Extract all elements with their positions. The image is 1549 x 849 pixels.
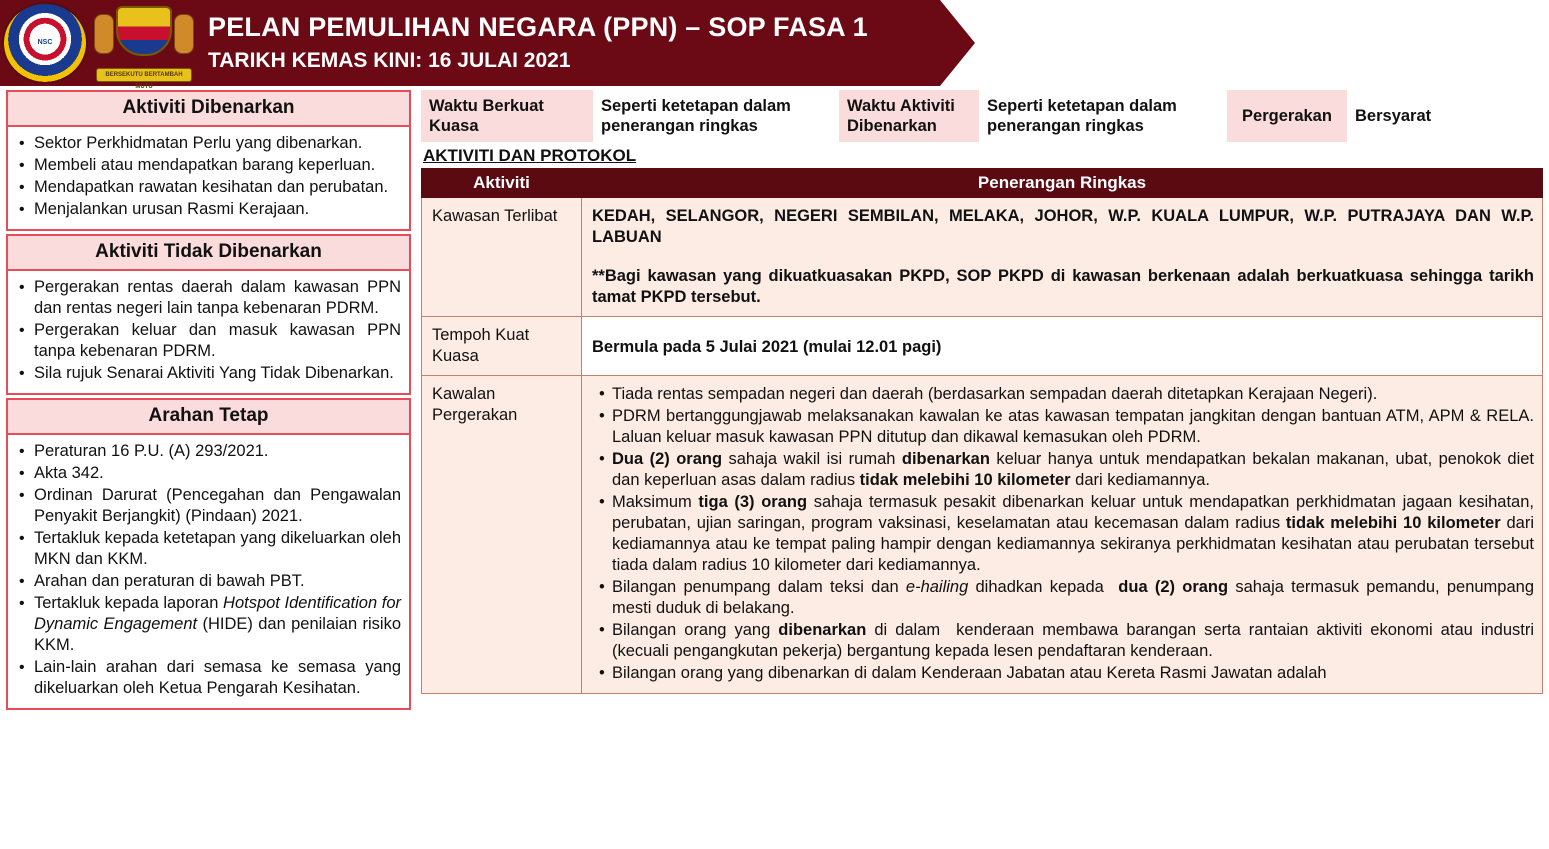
- cell-activity-kawalan-pergerakan: Kawalan Pergerakan: [422, 376, 582, 694]
- right-column: [421, 90, 1543, 713]
- list-kawalan-pergerakan: [592, 384, 1534, 684]
- list-item: • Tiada rentas sempadan negeri dan daerah (berdasarkan sempadan daerah ditetapkan Kerajaan Negeri).: [612, 384, 1534, 405]
- section-title-aktiviti-protokol: AKTIVITI DAN PROTOKOL: [423, 146, 637, 165]
- list-aktiviti-tidak-dibenarkan: [14, 277, 401, 384]
- panel-title: Arahan Tetap: [8, 400, 409, 435]
- jata-negara-icon: ★ BERSEKUTU BERTAMBAH MUTU: [92, 2, 196, 84]
- panel-body: [8, 127, 409, 229]
- list-item: • Sektor Perkhidmatan Perlu yang dibenarkan.: [32, 133, 401, 154]
- list-item: • Sila rujuk Senarai Aktiviti Yang Tidak Dibenarkan.: [32, 363, 401, 384]
- document-body: [0, 86, 1549, 713]
- protocol-table: [421, 168, 1543, 694]
- list-item: • PDRM bertanggungjawab melaksanakan kawalan ke atas kawasan tempatan jangkitan dengan bantuan ATM, APM & RELA. Laluan keluar masuk kawasan PPN ditutup dan dikawal kemasukan oleh PDRM.: [612, 406, 1534, 448]
- list-item: • Pergerakan keluar dan masuk kawasan PPN tanpa kebenaran PDRM.: [32, 320, 401, 362]
- list-item: • Ordinan Darurat (Pencegahan dan Pengawalan Penyakit Berjangkit) (Pindaan) 2021.: [32, 485, 401, 527]
- header-text-block: [208, 8, 868, 76]
- panel-body: [8, 271, 409, 393]
- cell-activity-tempoh-kuat-kuasa: Tempoh Kuat Kuasa: [422, 317, 582, 376]
- list-item: • Pergerakan rentas daerah dalam kawasan PPN dan rentas negeri lain tanpa kebenaran PDRM.: [32, 277, 401, 319]
- list-item: • Bilangan orang yang dibenarkan di dalam kenderaan membawa barangan serta rantaian aktiviti ekonomi atau industri (kecuali pengangkutan pekerja) bergantung kepada lesen pendaftaran kenderaan.: [612, 620, 1534, 662]
- list-item: • Membeli atau mendapatkan barang keperluan.: [32, 155, 401, 176]
- list-item: • Peraturan 16 P.U. (A) 293/2021.: [32, 441, 401, 462]
- list-item: • Arahan dan peraturan di bawah PBT.: [32, 571, 401, 592]
- panel-title: Aktiviti Dibenarkan: [8, 92, 409, 127]
- cell-description-kawalan-pergerakan: [582, 376, 1543, 694]
- cell-description-kawasan-terlibat: [582, 198, 1543, 317]
- left-column: [6, 90, 411, 713]
- list-item: • Bilangan penumpang dalam teksi dan e-hailing dihadkan kepada dua (2) orang sahaja termasuk pemandu, penumpang mesti duduk di belakang.: [612, 577, 1534, 619]
- panel-arahan-tetap: [6, 398, 411, 710]
- table-row: [422, 376, 1543, 694]
- column-header-aktiviti: Aktiviti: [422, 169, 582, 198]
- panel-aktiviti-tidak-dibenarkan: [6, 234, 411, 395]
- table-row: [422, 198, 1543, 317]
- last-updated-date: TARIKH KEMAS KINI: 16 JULAI 2021: [208, 49, 571, 72]
- list-item: • Lain-lain arahan dari semasa ke semasa yang dikeluarkan oleh Ketua Pengarah Kesihatan.: [32, 657, 401, 699]
- tab-pergerakan: Pergerakan: [1227, 90, 1347, 142]
- table-header-row: [422, 169, 1543, 198]
- list-item: • Dua (2) orang sahaja wakil isi rumah dibenarkan keluar hanya untuk mendapatkan bekalan makanan, ubat, penokok diet dan keperluan asas dalam radius tidak melebihi 10 kilometer dari kediamannya.: [612, 449, 1534, 491]
- tab-pergerakan-value: Bersyarat: [1347, 90, 1467, 142]
- tab-waktu-aktiviti-dibenarkan: Waktu Aktiviti Dibenarkan: [839, 90, 979, 142]
- tempoh-text: Bermula pada 5 Julai 2021 (mulai 12.01 pagi): [592, 338, 942, 356]
- list-arahan-tetap: [14, 441, 401, 699]
- list-item: • Maksimum tiga (3) orang sahaja termasuk pesakit dibenarkan keluar untuk mendapatkan perkhidmatan jagaan kesihatan, perubatan, ujian saringan, program vaksinasi, keselamatan atau kecemasan dalam radius tidak melebihi 10 kilometer dari kediamannya atau ke tempat paling hampir dengan kediamannya sekiranya perkhidmatan kesihatan atau perubatan tersebut tiada dalam radius 10 kilometer dari kediamannya.: [612, 492, 1534, 576]
- list-item: • Bilangan orang yang dibenarkan di dalam Kenderaan Jabatan atau Kereta Rasmi Jawatan adalah: [612, 663, 1534, 684]
- kawasan-note-text: **Bagi kawasan yang dikuatkuasakan PKPD, SOP PKPD di kawasan berkenaan adalah berkuatkuasa sehingga tarikh tamat PKPD tersebut.: [592, 267, 1534, 306]
- panel-aktiviti-dibenarkan: [6, 90, 411, 231]
- panel-title: Aktiviti Tidak Dibenarkan: [8, 236, 409, 271]
- tab-waktu-berkuat-kuasa: Waktu Berkuat Kuasa: [421, 90, 593, 142]
- list-aktiviti-dibenarkan: [14, 133, 401, 220]
- column-header-penerangan: Penerangan Ringkas: [582, 169, 1543, 198]
- panel-body: [8, 435, 409, 708]
- page-title: PELAN PEMULIHAN NEGARA (PPN) – SOP FASA 1: [208, 12, 868, 42]
- tab-waktu-aktiviti-value: Seperti ketetapan dalam penerangan ringkas: [979, 90, 1227, 142]
- list-item: • Akta 342.: [32, 463, 401, 484]
- list-item: • Menjalankan urusan Rasmi Kerajaan.: [32, 199, 401, 220]
- cell-description-tempoh-kuat-kuasa: [582, 317, 1543, 376]
- cell-activity-kawasan-terlibat: Kawasan Terlibat: [422, 198, 582, 317]
- list-item: • Tertakluk kepada ketetapan yang dikeluarkan oleh MKN dan KKM.: [32, 528, 401, 570]
- tab-waktu-berkuat-kuasa-value: Seperti ketetapan dalam penerangan ringkas: [593, 90, 839, 142]
- summary-tabs: [421, 90, 1543, 142]
- table-row: [422, 317, 1543, 376]
- nsc-crest-icon: NSC: [2, 2, 88, 84]
- list-item: • Tertakluk kepada laporan Hotspot Identification for Dynamic Engagement (HIDE) dan penilaian risiko KKM.: [32, 593, 401, 656]
- kawasan-list-text: KEDAH, SELANGOR, NEGERI SEMBILAN, MELAKA, JOHOR, W.P. KUALA LUMPUR, W.P. PUTRAJAYA DAN W.P. LABUAN: [592, 207, 1534, 246]
- document-header: [0, 0, 1549, 90]
- list-item: • Mendapatkan rawatan kesihatan dan perubatan.: [32, 177, 401, 198]
